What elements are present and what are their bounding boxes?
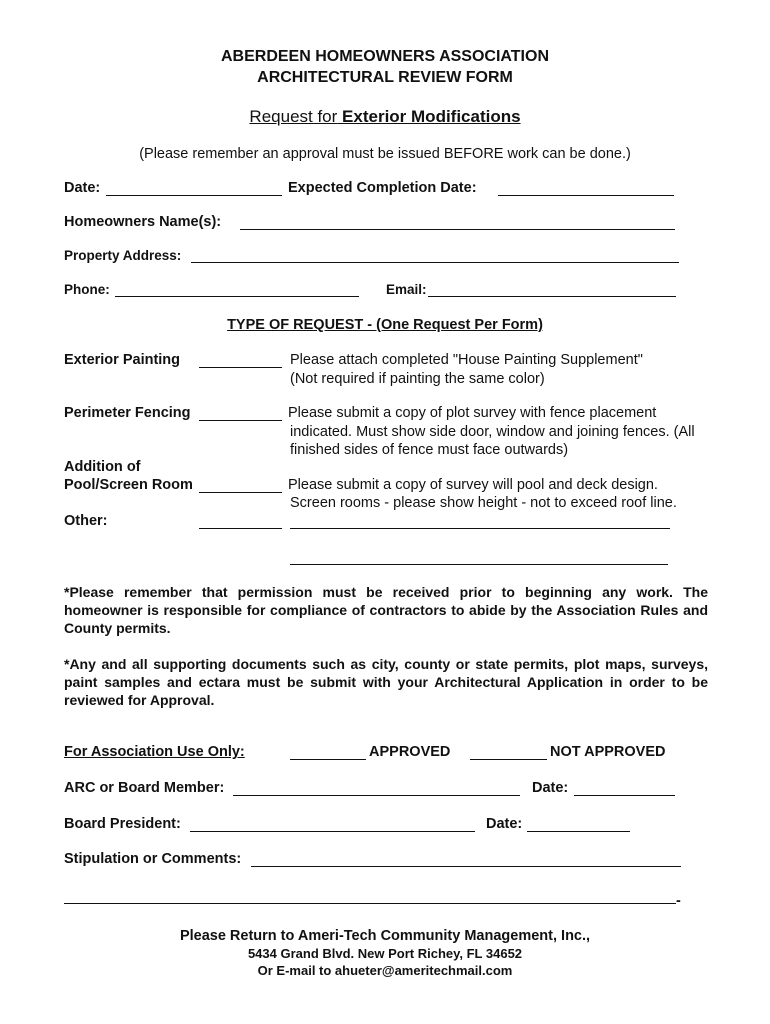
arc-date-label: Date:	[532, 780, 569, 796]
permission-notice: *Please remember that permission must be received prior to beginning any work. The homeowner is responsible for compliance of contractors to abide by the Association Rules and County permits.	[64, 584, 708, 636]
painting-note-1: Please attach completed "House Painting Supplement"	[290, 352, 643, 368]
return-address: 5434 Grand Blvd. New Port Richey, FL 34652	[247, 946, 523, 961]
form-title: ARCHITECTURAL REVIEW FORM	[257, 69, 513, 86]
pool-note-1: Please submit a copy of survey will pool and deck design.	[288, 477, 658, 493]
completion-date-label: Expected Completion Date:	[288, 180, 477, 196]
addition-of-label: Addition of	[64, 459, 141, 475]
pool-screen-room-label: Pool/Screen Room	[64, 477, 193, 493]
perimeter-fencing-label: Perimeter Fencing	[64, 405, 191, 421]
email-label: Email:	[386, 282, 427, 297]
pool-screen-room-check-line[interactable]	[199, 492, 282, 493]
board-president-line[interactable]	[190, 831, 475, 832]
return-email: Or E-mail to ahueter@ameritechmail.com	[257, 963, 513, 978]
arc-board-member-label: ARC or Board Member:	[64, 780, 225, 796]
perimeter-fencing-check-line[interactable]	[199, 420, 282, 421]
trailing-dash: -	[676, 893, 681, 909]
completion-date-field-line[interactable]	[498, 195, 674, 196]
approved-label: APPROVED	[369, 744, 451, 760]
return-line: Please Return to Ameri-Tech Community Management, Inc.,	[179, 928, 591, 944]
subtitle-main: Exterior Modifications	[342, 107, 521, 126]
board-president-label: Board President:	[64, 816, 181, 832]
fencing-note-3: finished sides of fence must face outwards)	[290, 442, 569, 458]
exterior-painting-check-line[interactable]	[199, 367, 282, 368]
email-field-line[interactable]	[428, 296, 676, 297]
other-label: Other:	[64, 513, 108, 529]
other-description-line-2[interactable]	[290, 564, 668, 565]
phone-label: Phone:	[64, 282, 110, 297]
phone-field-line[interactable]	[115, 296, 359, 297]
subtitle-prefix: Request for	[249, 107, 338, 126]
stipulation-comments-line-1[interactable]	[251, 866, 681, 867]
painting-note-2: (Not required if painting the same color)	[290, 371, 545, 387]
association-name: ABERDEEN HOMEOWNERS ASSOCIATION	[220, 48, 549, 65]
pool-note-2: Screen rooms - please show height - not to exceed roof line.	[290, 495, 677, 511]
date-label: Date:	[64, 180, 101, 196]
president-date-label: Date:	[486, 816, 523, 832]
stipulation-comments-line-2[interactable]	[64, 903, 676, 904]
form-subtitle	[0, 107, 770, 127]
fencing-note-2: indicated. Must show side door, window and joining fences. (All	[290, 424, 695, 440]
other-description-line-1[interactable]	[290, 528, 670, 529]
other-check-line[interactable]	[199, 528, 282, 529]
arc-board-member-line[interactable]	[233, 795, 520, 796]
homeowners-name-field-line[interactable]	[240, 229, 675, 230]
property-address-field-line[interactable]	[191, 262, 679, 263]
fencing-note-1: Please submit a copy of plot survey with fence placement	[288, 405, 657, 421]
president-date-line[interactable]	[527, 831, 630, 832]
arc-date-line[interactable]	[574, 795, 675, 796]
documents-notice: *Any and all supporting documents such as city, county or state permits, plot maps, surveys, paint samples and ectara must be submit with your Architectural Application in order to be reviewed for Approval.	[64, 656, 708, 708]
stipulation-comments-label: Stipulation or Comments:	[64, 851, 242, 867]
approved-check-line[interactable]	[290, 759, 366, 760]
association-use-heading: For Association Use Only:	[64, 744, 245, 760]
approval-reminder: (Please remember an approval must be issued BEFORE work can be done.)	[139, 146, 631, 162]
not-approved-label: NOT APPROVED	[550, 744, 666, 760]
date-field-line[interactable]	[106, 195, 282, 196]
exterior-painting-label: Exterior Painting	[64, 352, 181, 368]
not-approved-check-line[interactable]	[470, 759, 547, 760]
homeowners-name-label: Homeowners Name(s):	[64, 214, 222, 230]
property-address-label: Property Address:	[64, 248, 182, 263]
request-type-heading: TYPE OF REQUEST - (One Request Per Form)	[227, 317, 543, 333]
